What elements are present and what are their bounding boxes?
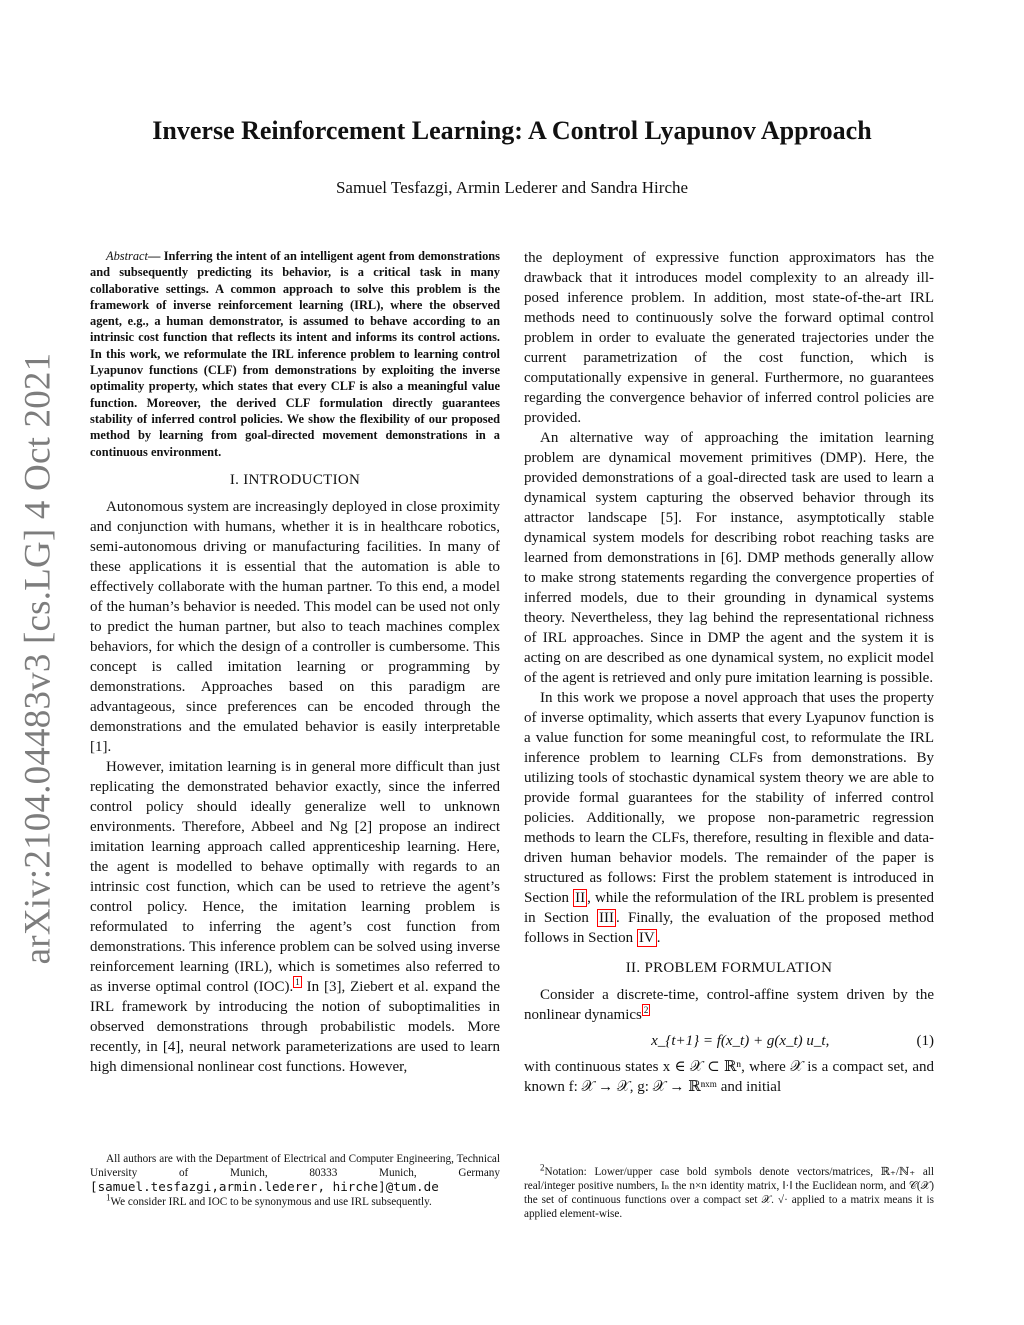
right-paragraph-3-part-d: . bbox=[656, 930, 661, 946]
introduction-body bbox=[90, 497, 500, 1077]
intro-paragraph-2-part-a: However, imitation learning is in general more difficult than just replicating the demonstrated behavior exactly, since the inferred control policy should ideally generalize well to unknown environments. Therefore, Abbeel and Ng [2] propose an indirect imitation learning approach called apprenticeship learning. Here, the agent is modelled to behave optimally with regards to an intrinsic cost function, which can be used to retrieve the agent’s control policy. Hence, the imitation learning problem is reformulated to inferring the agent’s cost function from demonstrations. This inference problem can be solved using inverse reinforcement learning (IRL), which is sometimes also referred to as inverse optimal control (IOC). bbox=[90, 758, 500, 995]
footnote-1-text: We consider IRL and IOC to be synonymous and use IRL subsequently. bbox=[110, 1196, 432, 1208]
abstract-text: — Inferring the intent of an intelligent agent from demonstrations and subsequently predicting its behavior, is a critical task in many collaborative settings. A common approach to solve this problem is the framework of inverse reinforcement learning (IRL), where the observed agent, e.g., a human demonstrator, is assumed to behave according to an intrinsic cost function that reflects its intent and informs its control actions. In this work, we reformulate the IRL inference problem to learning control Lyapunov functions (CLF) from demonstrations by exploiting the inverse optimality property, which states that every CLF is also a meaningful value function. Moreover, the derived CLF formulation directly guarantees stability of inferred control policies. We show the flexibility of our proposed method by learning from goal-directed movement demonstrations in a continuous environment. bbox=[90, 249, 500, 459]
abstract bbox=[90, 248, 500, 460]
footnote-link-2[interactable]: 2 bbox=[643, 1005, 649, 1015]
section-link-III[interactable]: III bbox=[599, 910, 615, 926]
footnote-1-mark: 1 bbox=[106, 1192, 111, 1203]
section-heading-introduction: I. INTRODUCTION bbox=[229, 471, 361, 488]
footnote-1 bbox=[90, 1192, 500, 1209]
right-paragraph-3-part-a: In this work we propose a novel approach that uses the property of inverse optimality, which asserts that every Lyapunov function is a value function for some meaningful cost, to reformulate the IRL inference problem to learning CLFs from demonstrations. By utilizing tools of stochastic dynamical system theory we are able to provide formal guarantees for the stability of inferred control policies. Additionally, we propose non-parametric regression methods to learn the CLFs, therefore, resulting in flexible and data-driven human behavior models. The remainder of the paper is structured as follows: First the problem statement is introduced in Section bbox=[524, 690, 934, 906]
right-paragraph-3-part-c: . Finally, the evaluation of the proposed method follows in Section bbox=[524, 910, 934, 946]
problem-paragraph-1-text: Consider a discrete-time, control-affine system driven by the nonlinear dynamics bbox=[524, 987, 934, 1023]
left-column bbox=[90, 248, 500, 1077]
arxiv-identifier-text: arXiv:2104.04483v3 [cs.LG] 4 Oct 2021 bbox=[17, 352, 59, 964]
affiliation-footnote bbox=[90, 1152, 500, 1195]
right-paragraph-3 bbox=[524, 688, 934, 948]
section-heading-problem-formulation: II. PROBLEM FORMULATION bbox=[625, 960, 833, 976]
right-paragraph-2: An alternative way of approaching the imitation learning problem are dynamical movement primitives (DMP). Here, the provided demonstrations of a goal-directed task are used to learn a dynamical system capturing the observed behavior through its attractor landscape [5]. For instance, asymptotically stable dynamical system models for describing robot reaching tasks are learned from demonstrations in [6]. DMP methods generally allow to make strong statements regarding the convergence properties of inferred models, due to their grounding in dynamical systems theory. Nevertheless, they lag behind the representational richness of IRL approaches. Since in DMP the agent and the system it is acting on are described as one dynamical system, no explicit model of the agent is retrieved and only pure imitation learning is possible. bbox=[524, 430, 934, 686]
author-emails: [samuel.tesfazgi,armin.lederer, hirche]@tum.de bbox=[90, 1179, 439, 1194]
left-footnotes bbox=[90, 1152, 500, 1209]
footnote-2-text: Notation: Lower/upper case bold symbols denote vectors/matrices, ℝ₊/ℕ₊ all real/integer positive numbers, Iₙ the n×n identity matrix, ‖·‖ the Euclidean norm, and 𝒞(𝒳) the set of continuous functions over a compact set 𝒳. √· applied to a matrix means it is applied element-wise. bbox=[524, 1166, 934, 1220]
equation-1-number: (1) bbox=[916, 1033, 934, 1049]
equation-1 bbox=[524, 1031, 934, 1051]
right-body bbox=[524, 248, 934, 948]
right-paragraph-3-part-b: , while the reformulation of the IRL problem is presented in Section bbox=[524, 890, 934, 926]
arxiv-identifier bbox=[8, 352, 68, 964]
problem-paragraph-2: with continuous states x ∈ 𝒳 ⊂ ℝⁿ, where 𝒳 is a compact set, and known f: 𝒳 → 𝒳, g: 𝒳 → ℝⁿˣᵐ and initial bbox=[524, 1059, 934, 1095]
affiliation-text: All authors are with the Department of Electrical and Computer Engineering, Technical University of Munich, 80333 Munich, Germany bbox=[90, 1153, 500, 1179]
section-link-II[interactable]: II bbox=[575, 890, 586, 906]
equation-1-formula: x_{t+1} = f(x_t) + g(x_t) u_t, bbox=[651, 1033, 830, 1049]
right-paragraph-1: the deployment of expressive function approximators has the drawback that it introduces model complexity to an already ill-posed inference problem. In addition, most state-of-the-art IRL methods need to continuously solve the forward optimal control problem in order to evaluate the generated trajectories under the current parametrization of the cost function, which is computationally expensive in general. Furthermore, no guarantees regarding the convergence behavior of inferred control policies are provided. bbox=[524, 250, 934, 426]
intro-paragraph-1: Autonomous system are increasingly deployed in close proximity and conjunction with humans, whether it is in healthcare robotics, semi-autonomous driving or manufacturing facilities. In many of these applications it is essential that the automation is able to effectively collaborate with the human partner. To this end, a model of the human’s behavior is needed. This model can be used not only to predict the human partner, but also to teach machines complex behaviors, for which the design of a controller is cumbersome. This concept is called imitation learning or programming by demonstrations. Approaches based on this paradigm are advantageous, since preferences can be encoded through the demonstrations and the emulated behavior is easily interpretable [1]. bbox=[90, 498, 500, 755]
footnote-link-1[interactable]: 1 bbox=[295, 976, 300, 987]
paper-authors: Samuel Tesfazgi, Armin Lederer and Sandra Hirche bbox=[335, 178, 689, 197]
right-footnotes bbox=[524, 1162, 934, 1221]
footnote-2-mark: 2 bbox=[540, 1162, 545, 1173]
paper-title: Inverse Reinforcement Learning: A Control Lyapunov Approach bbox=[152, 116, 872, 145]
abstract-label: Abstract bbox=[106, 249, 148, 263]
problem-paragraph-1 bbox=[524, 985, 934, 1025]
footnote-2 bbox=[524, 1162, 934, 1221]
right-column bbox=[524, 248, 934, 1097]
section-link-IV[interactable]: IV bbox=[638, 930, 655, 946]
intro-paragraph-2-part-b: In [3], Ziebert et al. expand the IRL framework by introducing the notion of suboptimalities in observed demonstrations through probabilistic models. More recently, in [4], neural network parameterizations are used to learn high dimensional nonlinear cost functions. However, bbox=[90, 978, 500, 1075]
intro-paragraph-2 bbox=[90, 757, 500, 1077]
problem-formulation-body bbox=[524, 985, 934, 1097]
